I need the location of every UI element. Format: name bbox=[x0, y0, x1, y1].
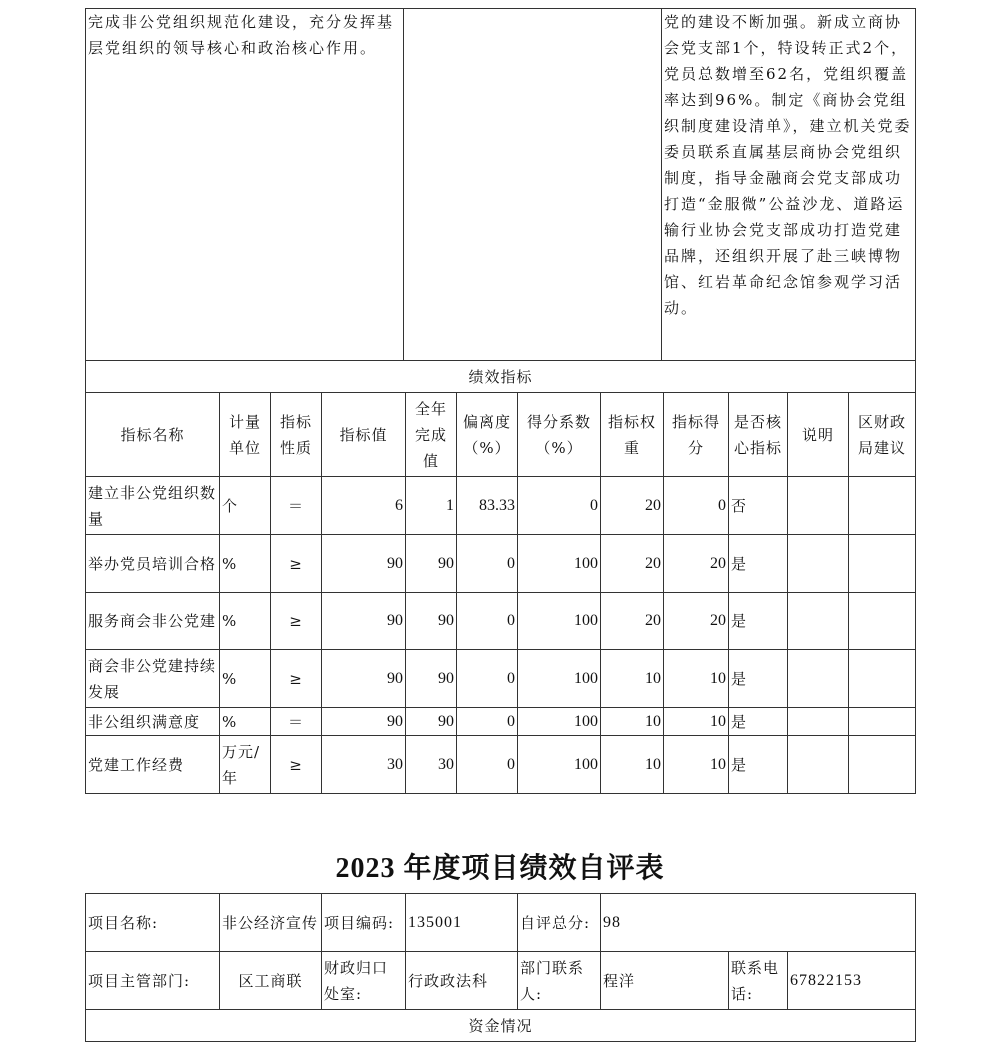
indicators-section-title: 绩效指标 bbox=[86, 361, 916, 393]
header-unit: 计量单位 bbox=[220, 393, 271, 477]
indicator-advice bbox=[849, 708, 916, 736]
table-row bbox=[86, 593, 916, 650]
indicator-score: 20 bbox=[664, 535, 729, 593]
project-name-value: 非公经济宣传 bbox=[220, 894, 322, 952]
indicator-note bbox=[788, 708, 849, 736]
form-table bbox=[85, 893, 916, 1042]
indicator-advice bbox=[849, 535, 916, 593]
indicator-deviation: 83.33 bbox=[457, 477, 518, 535]
finance-office-label: 财政归口处室: bbox=[322, 952, 406, 1010]
finance-office-value: 行政政法科 bbox=[406, 952, 518, 1010]
header-coef: 得分系数（%） bbox=[518, 393, 601, 477]
indicator-target: 90 bbox=[322, 535, 406, 593]
indicator-weight: 10 bbox=[601, 708, 664, 736]
indicator-nature: ≥ bbox=[271, 593, 322, 650]
indicator-nature: ≥ bbox=[271, 736, 322, 794]
indicator-score: 10 bbox=[664, 736, 729, 794]
indicator-core: 是 bbox=[729, 650, 788, 708]
indicators-table bbox=[85, 360, 916, 794]
phone-label: 联系电话: bbox=[729, 952, 788, 1010]
indicator-coef: 100 bbox=[518, 650, 601, 708]
table-row bbox=[86, 708, 916, 736]
project-code-label: 项目编码: bbox=[322, 894, 406, 952]
top-middle-cell bbox=[404, 9, 662, 361]
phone-value: 67822153 bbox=[788, 952, 916, 1010]
indicator-coef: 100 bbox=[518, 736, 601, 794]
indicator-advice bbox=[849, 736, 916, 794]
indicator-actual: 30 bbox=[406, 736, 457, 794]
indicator-nature: ＝ bbox=[271, 708, 322, 736]
indicator-note bbox=[788, 736, 849, 794]
indicator-advice bbox=[849, 650, 916, 708]
indicator-name: 非公组织满意度 bbox=[86, 708, 220, 736]
indicator-note bbox=[788, 593, 849, 650]
indicator-deviation: 0 bbox=[457, 708, 518, 736]
header-advice: 区财政局建议 bbox=[849, 393, 916, 477]
indicator-core: 是 bbox=[729, 736, 788, 794]
indicator-target: 90 bbox=[322, 650, 406, 708]
header-name: 指标名称 bbox=[86, 393, 220, 477]
self-score-label: 自评总分: bbox=[518, 894, 601, 952]
indicator-weight: 10 bbox=[601, 650, 664, 708]
indicator-name: 服务商会非公党建 bbox=[86, 593, 220, 650]
indicator-weight: 20 bbox=[601, 593, 664, 650]
header-score: 指标得分 bbox=[664, 393, 729, 477]
indicator-unit: 万元/年 bbox=[220, 736, 271, 794]
indicator-score: 0 bbox=[664, 477, 729, 535]
indicator-unit: % bbox=[220, 593, 271, 650]
indicator-actual: 1 bbox=[406, 477, 457, 535]
indicator-core: 是 bbox=[729, 535, 788, 593]
table-row bbox=[86, 477, 916, 535]
indicator-coef: 100 bbox=[518, 535, 601, 593]
indicator-coef: 100 bbox=[518, 708, 601, 736]
funds-section-title: 资金情况 bbox=[86, 1010, 916, 1042]
header-note: 说明 bbox=[788, 393, 849, 477]
indicator-target: 90 bbox=[322, 708, 406, 736]
top-right-cell: 党的建设不断加强。新成立商协会党支部1个，特设转正式2个，党员总数增至62名，党组织覆盖率达到96%。制定《商协会党组织制度建设清单》，建立机关党委委员联系直属基层商协会党组织制度，指导金融商会党支部成功打造“金服微”公益沙龙、道路运输行业协会党支部成功打造党建品牌，还组织开展了赴三峡博物馆、红岩革命纪念馆参观学习活动。 bbox=[662, 9, 916, 361]
indicator-coef: 100 bbox=[518, 593, 601, 650]
header-deviation: 偏离度（%） bbox=[457, 393, 518, 477]
indicator-weight: 20 bbox=[601, 477, 664, 535]
indicator-weight: 20 bbox=[601, 535, 664, 593]
contact-label: 部门联系人: bbox=[518, 952, 601, 1010]
indicator-name: 党建工作经费 bbox=[86, 736, 220, 794]
indicator-core: 否 bbox=[729, 477, 788, 535]
indicator-actual: 90 bbox=[406, 535, 457, 593]
indicator-name: 商会非公党建持续发展 bbox=[86, 650, 220, 708]
indicator-note bbox=[788, 477, 849, 535]
indicator-advice bbox=[849, 593, 916, 650]
table-row bbox=[86, 736, 916, 794]
indicator-name: 建立非公党组织数量 bbox=[86, 477, 220, 535]
indicator-nature: ≥ bbox=[271, 650, 322, 708]
form-title: 2023 年度项目绩效自评表 bbox=[335, 853, 665, 884]
indicator-deviation: 0 bbox=[457, 736, 518, 794]
indicator-unit: % bbox=[220, 708, 271, 736]
indicator-unit: % bbox=[220, 535, 271, 593]
indicator-core: 是 bbox=[729, 593, 788, 650]
table-row bbox=[86, 650, 916, 708]
dept-label: 项目主管部门: bbox=[86, 952, 220, 1010]
table-row bbox=[86, 535, 916, 593]
indicator-note bbox=[788, 650, 849, 708]
indicator-advice bbox=[849, 477, 916, 535]
header-core: 是否核心指标 bbox=[729, 393, 788, 477]
top-left-cell: 完成非公党组织规范化建设，充分发挥基层党组织的领导核心和政治核心作用。 bbox=[86, 9, 404, 361]
header-nature: 指标性质 bbox=[271, 393, 322, 477]
self-score-value: 98 bbox=[601, 894, 916, 952]
contact-value: 程洋 bbox=[601, 952, 729, 1010]
indicator-actual: 90 bbox=[406, 708, 457, 736]
dept-value: 区工商联 bbox=[220, 952, 322, 1010]
indicator-note bbox=[788, 535, 849, 593]
indicators-header-row bbox=[86, 393, 916, 477]
project-name-label: 项目名称: bbox=[86, 894, 220, 952]
indicator-actual: 90 bbox=[406, 650, 457, 708]
indicator-deviation: 0 bbox=[457, 593, 518, 650]
indicator-unit: 个 bbox=[220, 477, 271, 535]
indicator-nature: ≥ bbox=[271, 535, 322, 593]
indicator-target: 30 bbox=[322, 736, 406, 794]
indicator-unit: % bbox=[220, 650, 271, 708]
project-code-value: 135001 bbox=[406, 894, 518, 952]
indicator-nature: ＝ bbox=[271, 477, 322, 535]
indicator-target: 90 bbox=[322, 593, 406, 650]
indicator-deviation: 0 bbox=[457, 650, 518, 708]
indicator-deviation: 0 bbox=[457, 535, 518, 593]
indicator-coef: 0 bbox=[518, 477, 601, 535]
indicator-weight: 10 bbox=[601, 736, 664, 794]
indicator-core: 是 bbox=[729, 708, 788, 736]
indicator-name: 举办党员培训合格 bbox=[86, 535, 220, 593]
indicator-target: 6 bbox=[322, 477, 406, 535]
top-section-table bbox=[85, 8, 916, 361]
header-target: 指标值 bbox=[322, 393, 406, 477]
header-weight: 指标权重 bbox=[601, 393, 664, 477]
indicator-score: 10 bbox=[664, 650, 729, 708]
indicator-score: 20 bbox=[664, 593, 729, 650]
indicator-score: 10 bbox=[664, 708, 729, 736]
indicator-actual: 90 bbox=[406, 593, 457, 650]
header-actual: 全年完成值 bbox=[406, 393, 457, 477]
